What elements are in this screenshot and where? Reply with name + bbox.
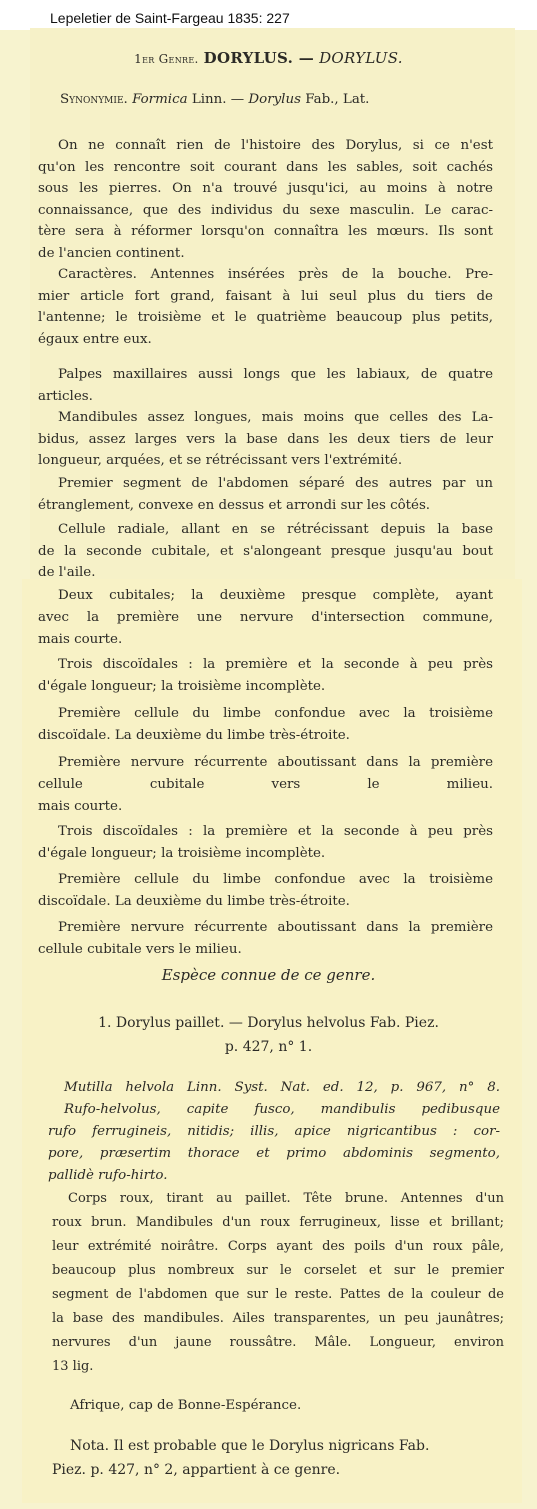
- genre-prefix: 1er Genre.: [134, 52, 199, 66]
- paragraph-line: articles.: [38, 388, 93, 404]
- paragraph-line: mais courte.: [38, 632, 123, 647]
- paragraph-line: d'égale longueur; la troisième incomplète.: [38, 846, 326, 861]
- paragraph-line: étranglement, convexe en dessus et arrondi sur les côtés.: [38, 497, 431, 513]
- paragraph-line: Première cellule du limbe confondue avec la troisième: [58, 706, 493, 721]
- paragraph-line: Deux cubitales; la deuxième presque complète, ayant: [58, 588, 493, 603]
- paragraph-line: bidus, assez larges vers la base dans les deux tiers de leur: [38, 431, 493, 447]
- genre-heading: [0, 49, 537, 67]
- paragraph-line: mier article fort grand, faisant à lui seul plus du tiers de: [38, 288, 493, 304]
- paragraph-intro: [38, 135, 493, 264]
- description-line: beaucoup plus nombreux sur le corselet et sur le premier: [52, 1263, 504, 1278]
- latin-line: Rufo-helvolus, capite fusco, mandibulis pedibusque: [64, 1102, 500, 1117]
- paragraph-mandibules: [38, 407, 493, 472]
- species-heading-line1: 1. Dorylus paillet. — Dorylus helvolus Fab. Piez.: [98, 1015, 439, 1031]
- description-line: leur extrémité noirâtre. Corps ayant des poils d'un roux pâle,: [52, 1239, 504, 1254]
- synonymie: [60, 90, 500, 109]
- description-line: la base des mandibules. Ailes transparentes, un peu jaunâtres;: [52, 1311, 504, 1326]
- paragraph-segment: [38, 473, 493, 516]
- paragraph-line: avec la première une nervure d'intersection commune,: [38, 610, 493, 625]
- paragraph-line: cellule cubitale vers le milieu.: [38, 777, 493, 792]
- description-line: 13 lig.: [52, 1359, 94, 1374]
- paragraph-line: Première cellule du limbe confondue avec la troisième: [58, 872, 493, 887]
- paragraph-discoidales2: [38, 821, 493, 865]
- description-text: [52, 1187, 504, 1379]
- paragraph-line: Première nervure récurrente aboutissant dans la première: [58, 755, 493, 770]
- description-line: nervures d'un jaune roussâtre. Mâle. Longueur, environ: [52, 1335, 504, 1350]
- latin-line: pallidè rufo-hirto.: [48, 1168, 168, 1183]
- paragraph-limbe1: [38, 703, 493, 747]
- latin-line: rufo ferrugineis, nitidis; illis, apice nigricantibus : cor-: [48, 1124, 500, 1139]
- latin-text: [48, 1077, 500, 1187]
- paragraph-line: longueur, arquées, et se rétrécissant vers l'extrémité.: [38, 453, 403, 468]
- nota-line2: Piez. p. 427, n° 2, appartient à ce genre.: [52, 1462, 341, 1478]
- latin-line: Mutilla helvola Linn. Syst. Nat. ed. 12, p. 967, n° 8.: [64, 1080, 500, 1095]
- paragraph-line: d'égale longueur; la troisième incomplète.: [38, 679, 326, 694]
- locality: Afrique, cap de Bonne-Espérance.: [70, 1398, 302, 1413]
- synonymie-label: Synonymie.: [60, 92, 128, 107]
- paragraph-line: l'antenne; le troisième et le quatrième beaucoup plus petits,: [38, 310, 493, 325]
- synonymie-dorylus: Dorylus: [248, 92, 301, 107]
- description-line: segment de l'abdomen que sur le reste. Pattes de la couleur de: [52, 1287, 504, 1302]
- paragraph-line: Trois discoïdales : la première et la seconde à peu près: [58, 824, 493, 839]
- paragraph-line: tère sera à réformer lorsqu'on connaîtra les mœurs. Ils sont: [38, 224, 493, 239]
- paragraph-palpes: [38, 364, 493, 407]
- paragraph-line: de la seconde cubitale, et s'alongeant presque jusqu'au bout: [38, 543, 493, 559]
- paragraph-line: de l'ancien continent.: [38, 245, 185, 261]
- description-line: roux brun. Mandibules d'un roux ferrugineux, lisse et brillant;: [52, 1215, 504, 1230]
- description-line: Corps roux, tirant au paillet. Tête brune. Antennes d'un: [68, 1191, 504, 1206]
- genre-name-italic: DORYLUS.: [319, 49, 403, 67]
- paragraph-line: On ne connaît rien de l'histoire des Dorylus, si ce n'est: [58, 138, 493, 153]
- paragraph-caracteres: [38, 264, 493, 350]
- paragraph-line: de l'aile.: [38, 565, 96, 580]
- latin-line: pore, præsertim thorace et primo abdominis segmento,: [48, 1146, 500, 1161]
- paragraph-line: Trois discoïdales : la première et la seconde à peu près: [58, 657, 493, 672]
- espece-heading: Espèce connue de ce genre.: [161, 966, 376, 984]
- paragraph-limbe2: [38, 869, 493, 913]
- paragraph-line: sous les pierres. On n'a trouvé jusqu'ici, au moins à notre: [38, 181, 493, 196]
- paragraph-line: Première nervure récurrente aboutissant dans la première: [58, 920, 493, 935]
- synonymie-fab: Fab., Lat.: [305, 92, 370, 107]
- nota-line1: Nota. Il est probable que le Dorylus nigricans Fab.: [70, 1438, 430, 1454]
- paragraph-line: cellule cubitale vers le milieu.: [38, 942, 242, 957]
- paragraph-nervure1: [38, 752, 493, 818]
- paragraph-line: connaissance, que des individus du sexe masculin. Le carac-: [38, 202, 493, 218]
- synonymie-formica: Formica: [132, 92, 188, 107]
- paragraph-line: égaux entre eux.: [38, 331, 152, 347]
- paragraph-line: Mandibules assez longues, mais moins que celles des La-: [58, 410, 493, 425]
- paragraph-line: discoïdale. La deuxième du limbe très-étroite.: [38, 728, 350, 743]
- paragraph-discoidales1: [38, 654, 493, 698]
- genre-name: DORYLUS. —: [203, 49, 314, 67]
- paragraph-line: Cellule radiale, allant en se rétrécissant depuis la base: [58, 522, 493, 537]
- paragraph-line: Caractères. Antennes insérées près de la bouche. Pre-: [58, 267, 493, 282]
- paragraph-cellule: [38, 519, 493, 584]
- paragraph-line: Palpes maxillaires aussi longs que les labiaux, de quatre: [58, 367, 493, 382]
- paragraph-line: qu'on les rencontre soit courant dans les sables, soit cachés: [38, 159, 493, 175]
- paragraph-nervure2: [38, 917, 493, 961]
- paragraph-line: Premier segment de l'abdomen séparé des autres par un: [58, 476, 493, 491]
- paragraph-cubitales: [38, 585, 493, 651]
- paragraph-line: discoïdale. La deuxième du limbe très-étroite.: [38, 894, 350, 909]
- species-heading-line2: p. 427, n° 1.: [224, 1039, 313, 1055]
- synonymie-linn: Linn. —: [191, 92, 245, 107]
- source-label: Lepeletier de Saint-Fargeau 1835: 227: [50, 10, 290, 26]
- paragraph-line: mais courte.: [38, 799, 123, 814]
